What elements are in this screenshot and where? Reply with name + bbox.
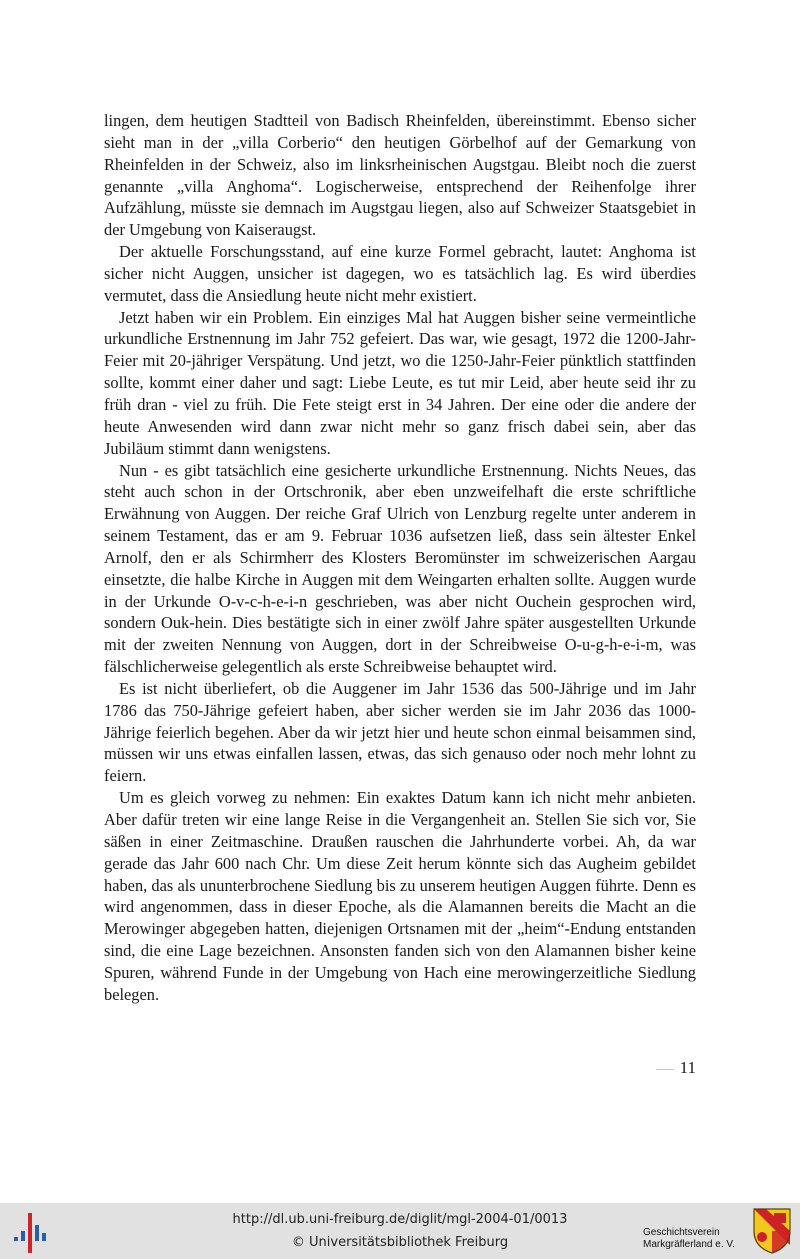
footer-bar (0, 1203, 800, 1259)
paragraph: Es ist nicht überliefert, ob die Auggener im Jahr 1536 das 500-Jährige und im Jahr 1786 das 750-Jährige gefeiert haben, aber sicher werden sie im Jahr 2036 das 1000-Jährige feierlich begehen. Aber da wir jetzt hier und heute schon einmal beisammen sind, müssen wir uns etwas einfallen lassen, etwas, das sich genauso oder noch mehr lohnt zu feiern. (104, 678, 696, 786)
society-name (643, 1227, 753, 1251)
document-url-link[interactable]: http://dl.ub.uni-freiburg.de/diglit/mgl-2004-01/0013 (232, 1212, 568, 1227)
paragraph: Jetzt haben wir ein Problem. Ein einziges Mal hat Auggen bisher seine vermeintliche urkundliche Erstnennung im Jahr 752 gefeiert. Das war, wie gesagt, 1972 die 1200-Jahr-Feier mit 20-jähriger Verspätung. Und jetzt, wo die 1250-Jahr-Feier pünktlich stattfinden sollte, kommt einer daher und sagt: Liebe Leute, es tut mir Leid, aber heute seid ihr zu früh dran - viel zu früh. Die Fete steigt erst in 34 Jahren. Der eine oder die andere der heute Anwesenden wird dann zwar nicht mehr so ganz frisch dabei sein, aber das Jubiläum stimmt dann wenigstens. (104, 307, 696, 458)
page-number: 11 (679, 1058, 696, 1077)
page-number-block (652, 1058, 696, 1078)
page-number-rule (656, 1069, 674, 1070)
paragraph: lingen, dem heutigen Stadtteil von Badisch Rheinfelden, übereinstimmt. Ebenso sicher sieht man in der „villa Corberio“ den heutigen Görbelhof auf der Gemarkung von Rheinfelden in der Schweiz, also im linksrheinischen Augstgau. Bleibt noch die zuerst genannte „villa Anghoma“. Logischerweise, entsprechend der Reihenfolge ihrer Aufzählung, müsste sie demnach im Augstgau liegen, also auf Schweizer Staatsgebiet in der Umgebung von Kaiseraugst. (104, 111, 696, 240)
document-body (104, 110, 696, 1006)
library-logo-icon[interactable] (12, 1211, 52, 1255)
coat-of-arms-icon (752, 1207, 792, 1255)
copyright-notice: © Universitätsbibliothek Freiburg (291, 1235, 509, 1250)
society-name-line1: Geschichtsverein (643, 1227, 720, 1238)
society-name-line2: Markgräflerland e. V. (643, 1239, 735, 1250)
paragraph: Um es gleich vorweg zu nehmen: Ein exaktes Datum kann ich nicht mehr anbieten. Aber dafür treten wir eine lange Reise in die Vergangenheit an. Stellen Sie sich vor, Sie säßen in einer Zeitmaschine. Draußen rauschen die Jahrhunderte vorbei. Ah, da war gerade das Jahr 600 nach Chr. Um diese Zeit herum könnte sich das Augheim gebildet haben, das als ununterbrochene Siedlung bis zu unserem heutigen Auggen führte. Denn es wird angenommen, dass in dieser Epoche, als die Alamannen bereits die Macht an die Merowinger abgegeben hatten, diejenigen Ortsnamen mit der „heim“-Endung entstanden sind, die eine Lage bezeichnen. Ansonsten fanden sich von den Alamannen bisher keine Spuren, während Funde in der Umgebung von Hach eine merowingerzeitliche Siedlung belegen. (104, 788, 696, 1004)
paragraph: Nun - es gibt tatsächlich eine gesicherte urkundliche Erstnennung. Nichts Neues, das steht auch schon in der Ortschronik, aber eben unzweifelhaft die erste schriftliche Erwähnung von Auggen. Der reiche Graf Ulrich von Lenzburg regelte unter anderem in seinem Testament, das er am 9. Februar 1036 aufsetzen ließ, dass sein ältester Enkel Arnolf, den er als Schirmherr des Klosters Beromünster im schweizerischen Aargau einsetzte, die halbe Kirche in Auggen mit dem Weingarten erhalten sollte. Auggen wurde in der Urkunde O-v-c-h-e-i-n geschrieben, was aber nicht Ouchein gesprochen wird, sondern Ouk-hein. Dies bestätigte sich in einer zwölf Jahre später ausgestellten Urkunde mit der zweiten Nennung von Auggen, dort in der Schreibweise O-u-g-h-e-i-m, was fälschlicherweise gelegentlich als erste Schreibweise behauptet wird. (104, 460, 696, 677)
paragraph: Der aktuelle Forschungsstand, auf eine kurze Formel gebracht, lautet: Anghoma ist sicher nicht Auggen, unsicher ist dagegen, wo es tatsächlich lag. Es wird überdies vermutet, dass die Ansiedlung heute nicht mehr existiert. (104, 242, 696, 305)
